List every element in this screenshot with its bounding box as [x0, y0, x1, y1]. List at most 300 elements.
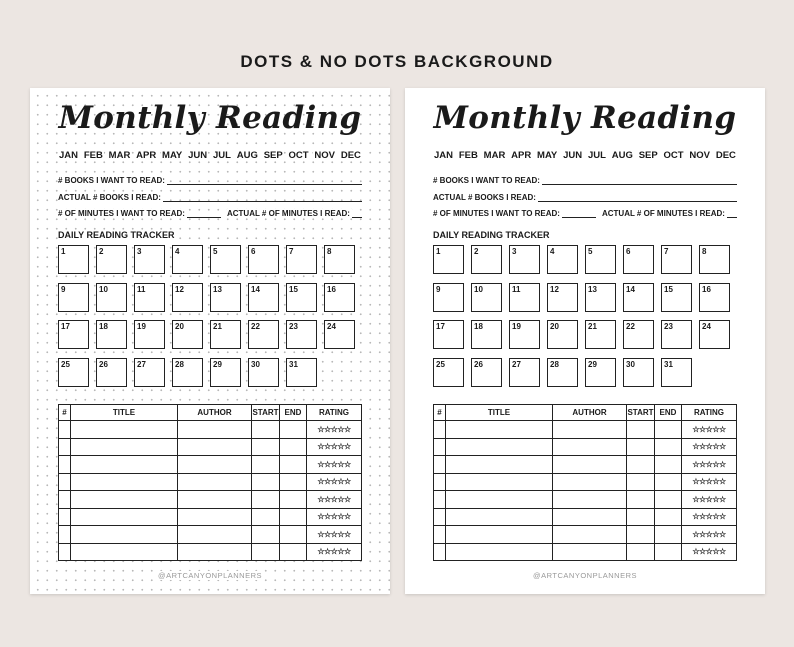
day-number: 26	[99, 359, 108, 369]
table-row	[434, 491, 737, 509]
day-box	[96, 283, 127, 312]
table-cell	[252, 421, 280, 439]
tracker-title: DAILY READING TRACKER	[433, 230, 550, 240]
day-number: 8	[327, 247, 332, 256]
day-number: 6	[251, 247, 256, 256]
planner-page-no-dots	[405, 88, 765, 594]
day-box	[248, 283, 279, 312]
table-cell	[178, 526, 252, 544]
table-cell	[280, 543, 307, 561]
table-cell	[446, 491, 553, 509]
table-cell	[71, 543, 178, 561]
table-cell	[627, 543, 655, 561]
planner-title: Monthly Reading	[433, 100, 737, 136]
day-box	[623, 245, 654, 274]
column-header: END	[655, 405, 682, 421]
table-cell	[434, 421, 446, 439]
table-cell	[553, 491, 627, 509]
day-number: 19	[512, 322, 521, 331]
table-cell	[252, 491, 280, 509]
day-number: 30	[251, 359, 260, 369]
table-row	[434, 543, 737, 561]
day-number: 5	[213, 247, 218, 256]
day-box	[286, 283, 317, 312]
day-box	[471, 283, 502, 312]
table-row	[59, 438, 362, 456]
month-label: JUN	[563, 150, 583, 161]
month-label: MAY	[162, 150, 183, 161]
table-row	[59, 526, 362, 544]
month-label: JUL	[212, 150, 231, 161]
table-cell	[434, 456, 446, 474]
day-number: 22	[251, 322, 260, 331]
table-cell	[71, 473, 178, 491]
table-cell	[434, 491, 446, 509]
day-box	[134, 245, 165, 274]
day-box	[623, 320, 654, 349]
day-number: 6	[626, 247, 631, 256]
day-number: 12	[175, 284, 184, 294]
table-cell	[627, 491, 655, 509]
month-label: NOV	[314, 150, 336, 161]
day-box	[324, 245, 355, 274]
day-number: 5	[588, 247, 593, 256]
column-header: #	[434, 405, 446, 421]
day-box	[58, 245, 89, 274]
day-box	[324, 320, 355, 349]
book-table-header	[59, 405, 362, 421]
day-number: 1	[436, 247, 441, 256]
day-number: 24	[327, 322, 336, 331]
table-row	[59, 421, 362, 439]
day-box	[623, 358, 654, 387]
month-label: MAR	[483, 150, 506, 161]
tracker-title: DAILY READING TRACKER	[58, 230, 175, 240]
table-row	[59, 491, 362, 509]
day-box	[96, 358, 127, 387]
table-cell	[280, 421, 307, 439]
table-cell	[178, 491, 252, 509]
table-cell	[252, 526, 280, 544]
table-cell	[655, 438, 682, 456]
day-number: 25	[61, 359, 70, 369]
table-cell	[280, 491, 307, 509]
month-label: JUL	[587, 150, 606, 161]
day-box	[248, 245, 279, 274]
table-cell	[434, 473, 446, 491]
day-box	[547, 320, 578, 349]
day-number: 10	[474, 284, 483, 294]
month-label: JUN	[188, 150, 208, 161]
table-cell	[434, 508, 446, 526]
rating-stars-icon: ☆☆☆☆☆	[682, 508, 737, 526]
books-want-row	[58, 176, 362, 185]
day-box	[172, 358, 203, 387]
day-box	[58, 283, 89, 312]
table-row	[59, 543, 362, 561]
book-log-table	[58, 404, 362, 561]
day-box	[134, 358, 165, 387]
day-box	[661, 245, 692, 274]
day-box	[699, 283, 730, 312]
table-cell	[553, 438, 627, 456]
day-number: 16	[702, 284, 711, 294]
day-number: 12	[550, 284, 559, 294]
day-number: 1	[61, 247, 66, 256]
month-label: JAN	[434, 150, 454, 161]
day-number: 18	[474, 322, 483, 331]
table-cell	[655, 421, 682, 439]
table-cell	[655, 473, 682, 491]
planner-page-dots	[30, 88, 390, 594]
table-cell	[71, 456, 178, 474]
day-box	[324, 283, 355, 312]
day-number: 8	[702, 247, 707, 256]
books-want-label: # BOOKS I WANT TO READ:	[58, 176, 165, 185]
day-box	[210, 283, 241, 312]
month-label: NOV	[689, 150, 711, 161]
table-cell	[655, 456, 682, 474]
table-cell	[280, 438, 307, 456]
minutes-actual-line	[727, 209, 737, 218]
column-header: RATING	[307, 405, 362, 421]
rating-stars-icon: ☆☆☆☆☆	[682, 473, 737, 491]
day-box	[509, 320, 540, 349]
day-box	[134, 283, 165, 312]
day-number: 11	[137, 284, 146, 294]
day-number: 27	[137, 359, 146, 369]
table-cell	[178, 508, 252, 526]
credit-wrapper	[30, 571, 390, 580]
day-number: 15	[664, 284, 673, 294]
rating-stars-icon: ☆☆☆☆☆	[307, 543, 362, 561]
day-number: 9	[61, 284, 66, 294]
rating-stars-icon: ☆☆☆☆☆	[307, 508, 362, 526]
day-box	[547, 358, 578, 387]
books-actual-row	[58, 193, 362, 202]
day-number: 29	[588, 359, 597, 369]
table-cell	[280, 456, 307, 474]
day-number: 3	[512, 247, 517, 256]
day-box	[547, 245, 578, 274]
month-label: MAY	[537, 150, 558, 161]
day-number: 2	[474, 247, 479, 256]
table-cell	[71, 526, 178, 544]
table-cell	[553, 473, 627, 491]
day-number: 20	[175, 322, 184, 331]
day-box	[509, 283, 540, 312]
day-box	[585, 358, 616, 387]
books-actual-label: ACTUAL # BOOKS I READ:	[433, 193, 536, 202]
table-cell	[655, 526, 682, 544]
rating-stars-icon: ☆☆☆☆☆	[682, 421, 737, 439]
month-label: OCT	[288, 150, 309, 161]
day-number: 14	[251, 284, 260, 294]
day-box	[58, 320, 89, 349]
day-box	[661, 320, 692, 349]
day-box	[134, 320, 165, 349]
day-box	[172, 283, 203, 312]
table-cell	[252, 543, 280, 561]
rating-stars-icon: ☆☆☆☆☆	[682, 526, 737, 544]
day-box	[286, 358, 317, 387]
day-box	[471, 358, 502, 387]
column-header: TITLE	[446, 405, 553, 421]
day-box	[210, 245, 241, 274]
day-number: 4	[175, 247, 180, 256]
minutes-actual-line	[352, 209, 362, 218]
month-label: AUG	[236, 150, 258, 161]
table-cell	[252, 456, 280, 474]
day-number: 27	[512, 359, 521, 369]
day-number: 13	[588, 284, 597, 294]
books-actual-line	[163, 193, 362, 202]
table-cell	[178, 543, 252, 561]
months-row	[58, 150, 362, 161]
day-box	[248, 320, 279, 349]
rating-stars-icon: ☆☆☆☆☆	[682, 438, 737, 456]
table-cell	[71, 508, 178, 526]
table-cell	[627, 473, 655, 491]
page-heading: DOTS & NO DOTS BACKGROUND	[240, 52, 554, 71]
day-number: 19	[137, 322, 146, 331]
minutes-want-label: # OF MINUTES I WANT TO READ:	[58, 209, 185, 218]
column-header: END	[280, 405, 307, 421]
day-box	[433, 245, 464, 274]
table-cell	[553, 456, 627, 474]
table-cell	[627, 456, 655, 474]
day-box	[286, 320, 317, 349]
day-number: 4	[550, 247, 555, 256]
credit-text: @ARTCANYONPLANNERS	[158, 571, 262, 580]
day-number: 3	[137, 247, 142, 256]
day-number: 30	[626, 359, 635, 369]
table-row	[59, 508, 362, 526]
book-table-header	[434, 405, 737, 421]
minutes-want-label: # OF MINUTES I WANT TO READ:	[433, 209, 560, 218]
table-row	[59, 456, 362, 474]
credit-text: @ARTCANYONPLANNERS	[533, 571, 637, 580]
day-number: 20	[550, 322, 559, 331]
month-label: DEC	[715, 150, 736, 161]
rating-stars-icon: ☆☆☆☆☆	[682, 543, 737, 561]
day-number: 31	[289, 359, 298, 369]
day-box	[471, 320, 502, 349]
table-row	[434, 438, 737, 456]
day-box	[547, 283, 578, 312]
month-label: DEC	[340, 150, 361, 161]
books-actual-row	[433, 193, 737, 202]
table-cell	[446, 543, 553, 561]
day-number: 16	[327, 284, 336, 294]
table-cell	[59, 508, 71, 526]
day-number: 21	[588, 322, 597, 331]
table-cell	[434, 438, 446, 456]
table-cell	[59, 456, 71, 474]
table-row	[59, 473, 362, 491]
day-number: 13	[213, 284, 222, 294]
table-cell	[252, 508, 280, 526]
day-number: 21	[213, 322, 222, 331]
table-cell	[280, 526, 307, 544]
table-cell	[59, 543, 71, 561]
table-cell	[553, 526, 627, 544]
table-cell	[252, 438, 280, 456]
minutes-want-line	[187, 209, 221, 218]
table-row	[434, 473, 737, 491]
month-label: MAR	[108, 150, 131, 161]
day-number: 17	[61, 322, 70, 331]
table-row	[434, 421, 737, 439]
day-box	[661, 358, 692, 387]
books-actual-line	[538, 193, 737, 202]
rating-stars-icon: ☆☆☆☆☆	[307, 473, 362, 491]
month-label: FEB	[458, 150, 478, 161]
table-cell	[71, 491, 178, 509]
day-number: 2	[99, 247, 104, 256]
rating-stars-icon: ☆☆☆☆☆	[307, 438, 362, 456]
books-actual-label: ACTUAL # BOOKS I READ:	[58, 193, 161, 202]
day-number: 14	[626, 284, 635, 294]
table-cell	[252, 473, 280, 491]
day-number: 28	[175, 359, 184, 369]
rating-stars-icon: ☆☆☆☆☆	[307, 456, 362, 474]
books-want-label: # BOOKS I WANT TO READ:	[433, 176, 540, 185]
rating-stars-icon: ☆☆☆☆☆	[682, 456, 737, 474]
books-want-line	[167, 176, 362, 185]
day-box	[585, 245, 616, 274]
day-box	[210, 358, 241, 387]
column-header: AUTHOR	[553, 405, 627, 421]
table-cell	[446, 526, 553, 544]
minutes-actual-label: ACTUAL # OF MINUTES I READ:	[226, 209, 350, 218]
table-cell	[627, 438, 655, 456]
rating-stars-icon: ☆☆☆☆☆	[307, 526, 362, 544]
table-cell	[446, 508, 553, 526]
day-box	[661, 283, 692, 312]
day-box	[248, 358, 279, 387]
day-box	[585, 283, 616, 312]
month-label: SEP	[638, 150, 658, 161]
table-cell	[178, 473, 252, 491]
day-box	[172, 245, 203, 274]
day-number: 25	[436, 359, 445, 369]
minutes-row	[58, 209, 362, 218]
day-box	[509, 358, 540, 387]
table-cell	[59, 438, 71, 456]
books-want-row	[433, 176, 737, 185]
day-box	[623, 283, 654, 312]
month-label: AUG	[611, 150, 633, 161]
day-number: 7	[664, 247, 669, 256]
day-number: 11	[512, 284, 521, 294]
table-cell	[446, 421, 553, 439]
day-number: 23	[664, 322, 673, 331]
day-number: 24	[702, 322, 711, 331]
day-box	[172, 320, 203, 349]
table-cell	[553, 543, 627, 561]
table-cell	[655, 543, 682, 561]
day-number: 9	[436, 284, 441, 294]
day-box	[433, 320, 464, 349]
table-cell	[59, 491, 71, 509]
table-cell	[280, 508, 307, 526]
table-cell	[655, 491, 682, 509]
table-row	[434, 526, 737, 544]
table-cell	[655, 508, 682, 526]
column-header: #	[59, 405, 71, 421]
day-number: 28	[550, 359, 559, 369]
day-number: 22	[626, 322, 635, 331]
day-number: 18	[99, 322, 108, 331]
day-number: 15	[289, 284, 298, 294]
day-box	[433, 358, 464, 387]
credit-wrapper	[405, 571, 765, 580]
day-box	[96, 245, 127, 274]
rating-stars-icon: ☆☆☆☆☆	[307, 491, 362, 509]
table-cell	[434, 543, 446, 561]
table-cell	[446, 473, 553, 491]
table-cell	[553, 508, 627, 526]
table-cell	[59, 421, 71, 439]
table-cell	[280, 473, 307, 491]
table-cell	[59, 526, 71, 544]
column-header: TITLE	[71, 405, 178, 421]
day-box	[58, 358, 89, 387]
table-row	[434, 456, 737, 474]
minutes-row	[433, 209, 737, 218]
column-header: RATING	[682, 405, 737, 421]
day-number: 29	[213, 359, 222, 369]
table-cell	[71, 438, 178, 456]
day-number: 7	[289, 247, 294, 256]
table-cell	[627, 526, 655, 544]
table-cell	[627, 421, 655, 439]
table-cell	[627, 508, 655, 526]
day-box	[585, 320, 616, 349]
table-cell	[446, 456, 553, 474]
column-header: START	[252, 405, 280, 421]
months-row	[433, 150, 737, 161]
books-want-line	[542, 176, 737, 185]
table-cell	[71, 421, 178, 439]
table-cell	[178, 438, 252, 456]
day-number: 17	[436, 322, 445, 331]
day-box	[699, 245, 730, 274]
month-label: OCT	[663, 150, 684, 161]
planner-title: Monthly Reading	[58, 100, 362, 136]
table-cell	[446, 438, 553, 456]
day-number: 26	[474, 359, 483, 369]
column-header: AUTHOR	[178, 405, 252, 421]
month-label: JAN	[59, 150, 79, 161]
month-label: FEB	[83, 150, 103, 161]
month-label: APR	[136, 150, 157, 161]
day-box	[433, 283, 464, 312]
day-number: 10	[99, 284, 108, 294]
table-cell	[59, 473, 71, 491]
table-cell	[434, 526, 446, 544]
day-box	[96, 320, 127, 349]
column-header: START	[627, 405, 655, 421]
month-label: SEP	[263, 150, 283, 161]
day-box	[471, 245, 502, 274]
minutes-actual-label: ACTUAL # OF MINUTES I READ:	[601, 209, 725, 218]
table-cell	[178, 456, 252, 474]
day-box	[286, 245, 317, 274]
day-number: 31	[664, 359, 673, 369]
day-box	[699, 320, 730, 349]
